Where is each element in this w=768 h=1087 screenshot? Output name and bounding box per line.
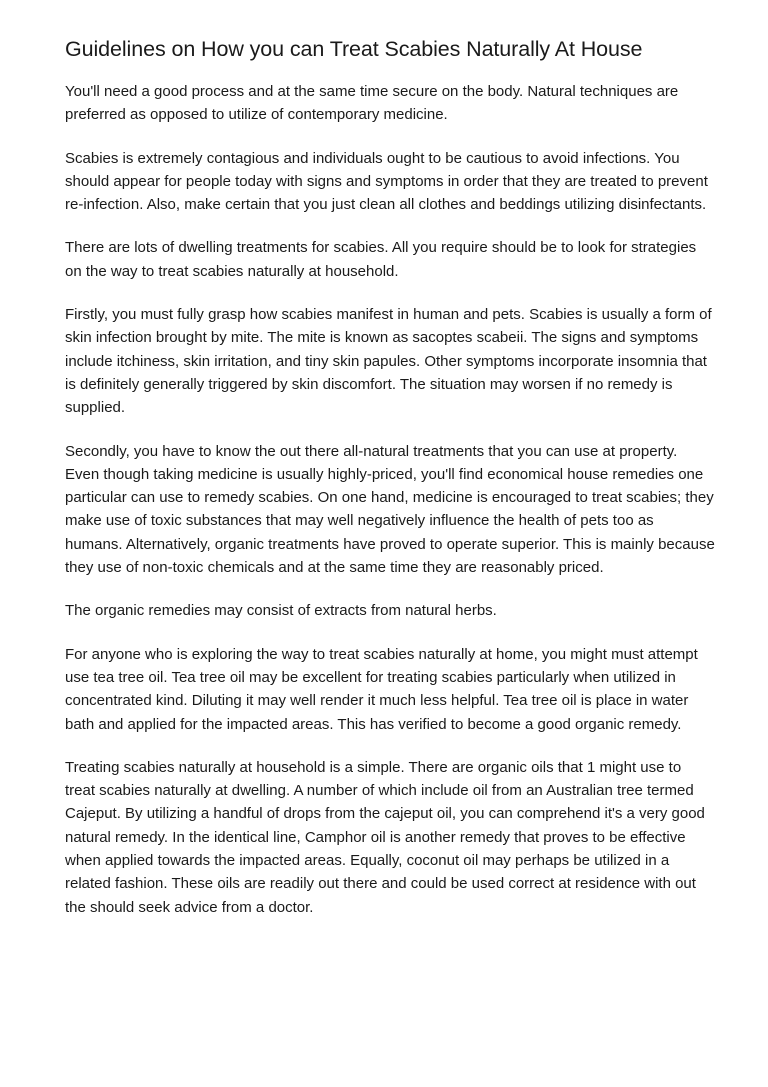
paragraph-3: There are lots of dwelling treatments for scabies. All you require should be to look for strategies on the way to treat scabies naturally at household. [65,239,697,280]
paragraph-2: Scabies is extremely contagious and individuals ought to be cautious to avoid infections. You should appear for people today with signs and symptoms in order that they are treated to prevent re-infection. Also, make certain that you just clean all clothes and beddings utilizing disinfectants. [65,149,708,214]
document-title: Guidelines on How you can Treat Scabies Naturally At House [65,37,643,61]
paragraph-6: The organic remedies may consist of extracts from natural herbs. [65,602,497,620]
paragraph-8: Treating scabies naturally at household is a simple. There are organic oils that 1 might use to treat scabies naturally at dwelling. A number of which include oil from an Australian tree termed Cajeput. By utilizing a handful of drops from the cajeput oil, you can comprehend it's a very good natural remedy. In the identical line, Camphor oil is another remedy that proves to be effective when applied towards the impacted areas. Equally, coconut oil may perhaps be utilized in a related fashion. These oils are readily out there and could be used correct at residence with out the should seek advice from a doctor. [65,758,705,916]
paragraph-7: For anyone who is exploring the way to treat scabies naturally at home, you might must attempt use tea tree oil. Tea tree oil may be excellent for treating scabies particularly when utilized in concentrated kind. Diluting it may well render it much less helpful. Tea tree oil is place in water bath and applied for the impacted areas. This has verified to become a good organic remedy. [65,645,698,733]
paragraph-1: You'll need a good process and at the same time secure on the body. Natural techniques are preferred as opposed to utilize of contemporary medicine. [65,83,679,124]
paragraph-4: Firstly, you must fully grasp how scabies manifest in human and pets. Scabies is usually a form of skin infection brought by mite. The mite is known as sacoptes scabeii. The signs and symptoms include itchiness, skin irritation, and tiny skin papules. Other symptoms incorporate insomnia that is definitely generally triggered by skin discomfort. The situation may worsen if no remedy is supplied. [65,306,712,417]
document-page [65,34,715,939]
paragraph-5: Secondly, you have to know the out there all-natural treatments that you can use at property. Even though taking medicine is usually highly-priced, you'll find economical house remedies one particular can use to remedy scabies. On one hand, medicine is encouraged to treat scabies; they make use of toxic substances that may well negatively influence the health of pets too as humans. Alternatively, organic treatments have proved to operate superior. This is mainly because they use of non-toxic chemicals and at the same time they are reasonably priced. [65,442,715,577]
